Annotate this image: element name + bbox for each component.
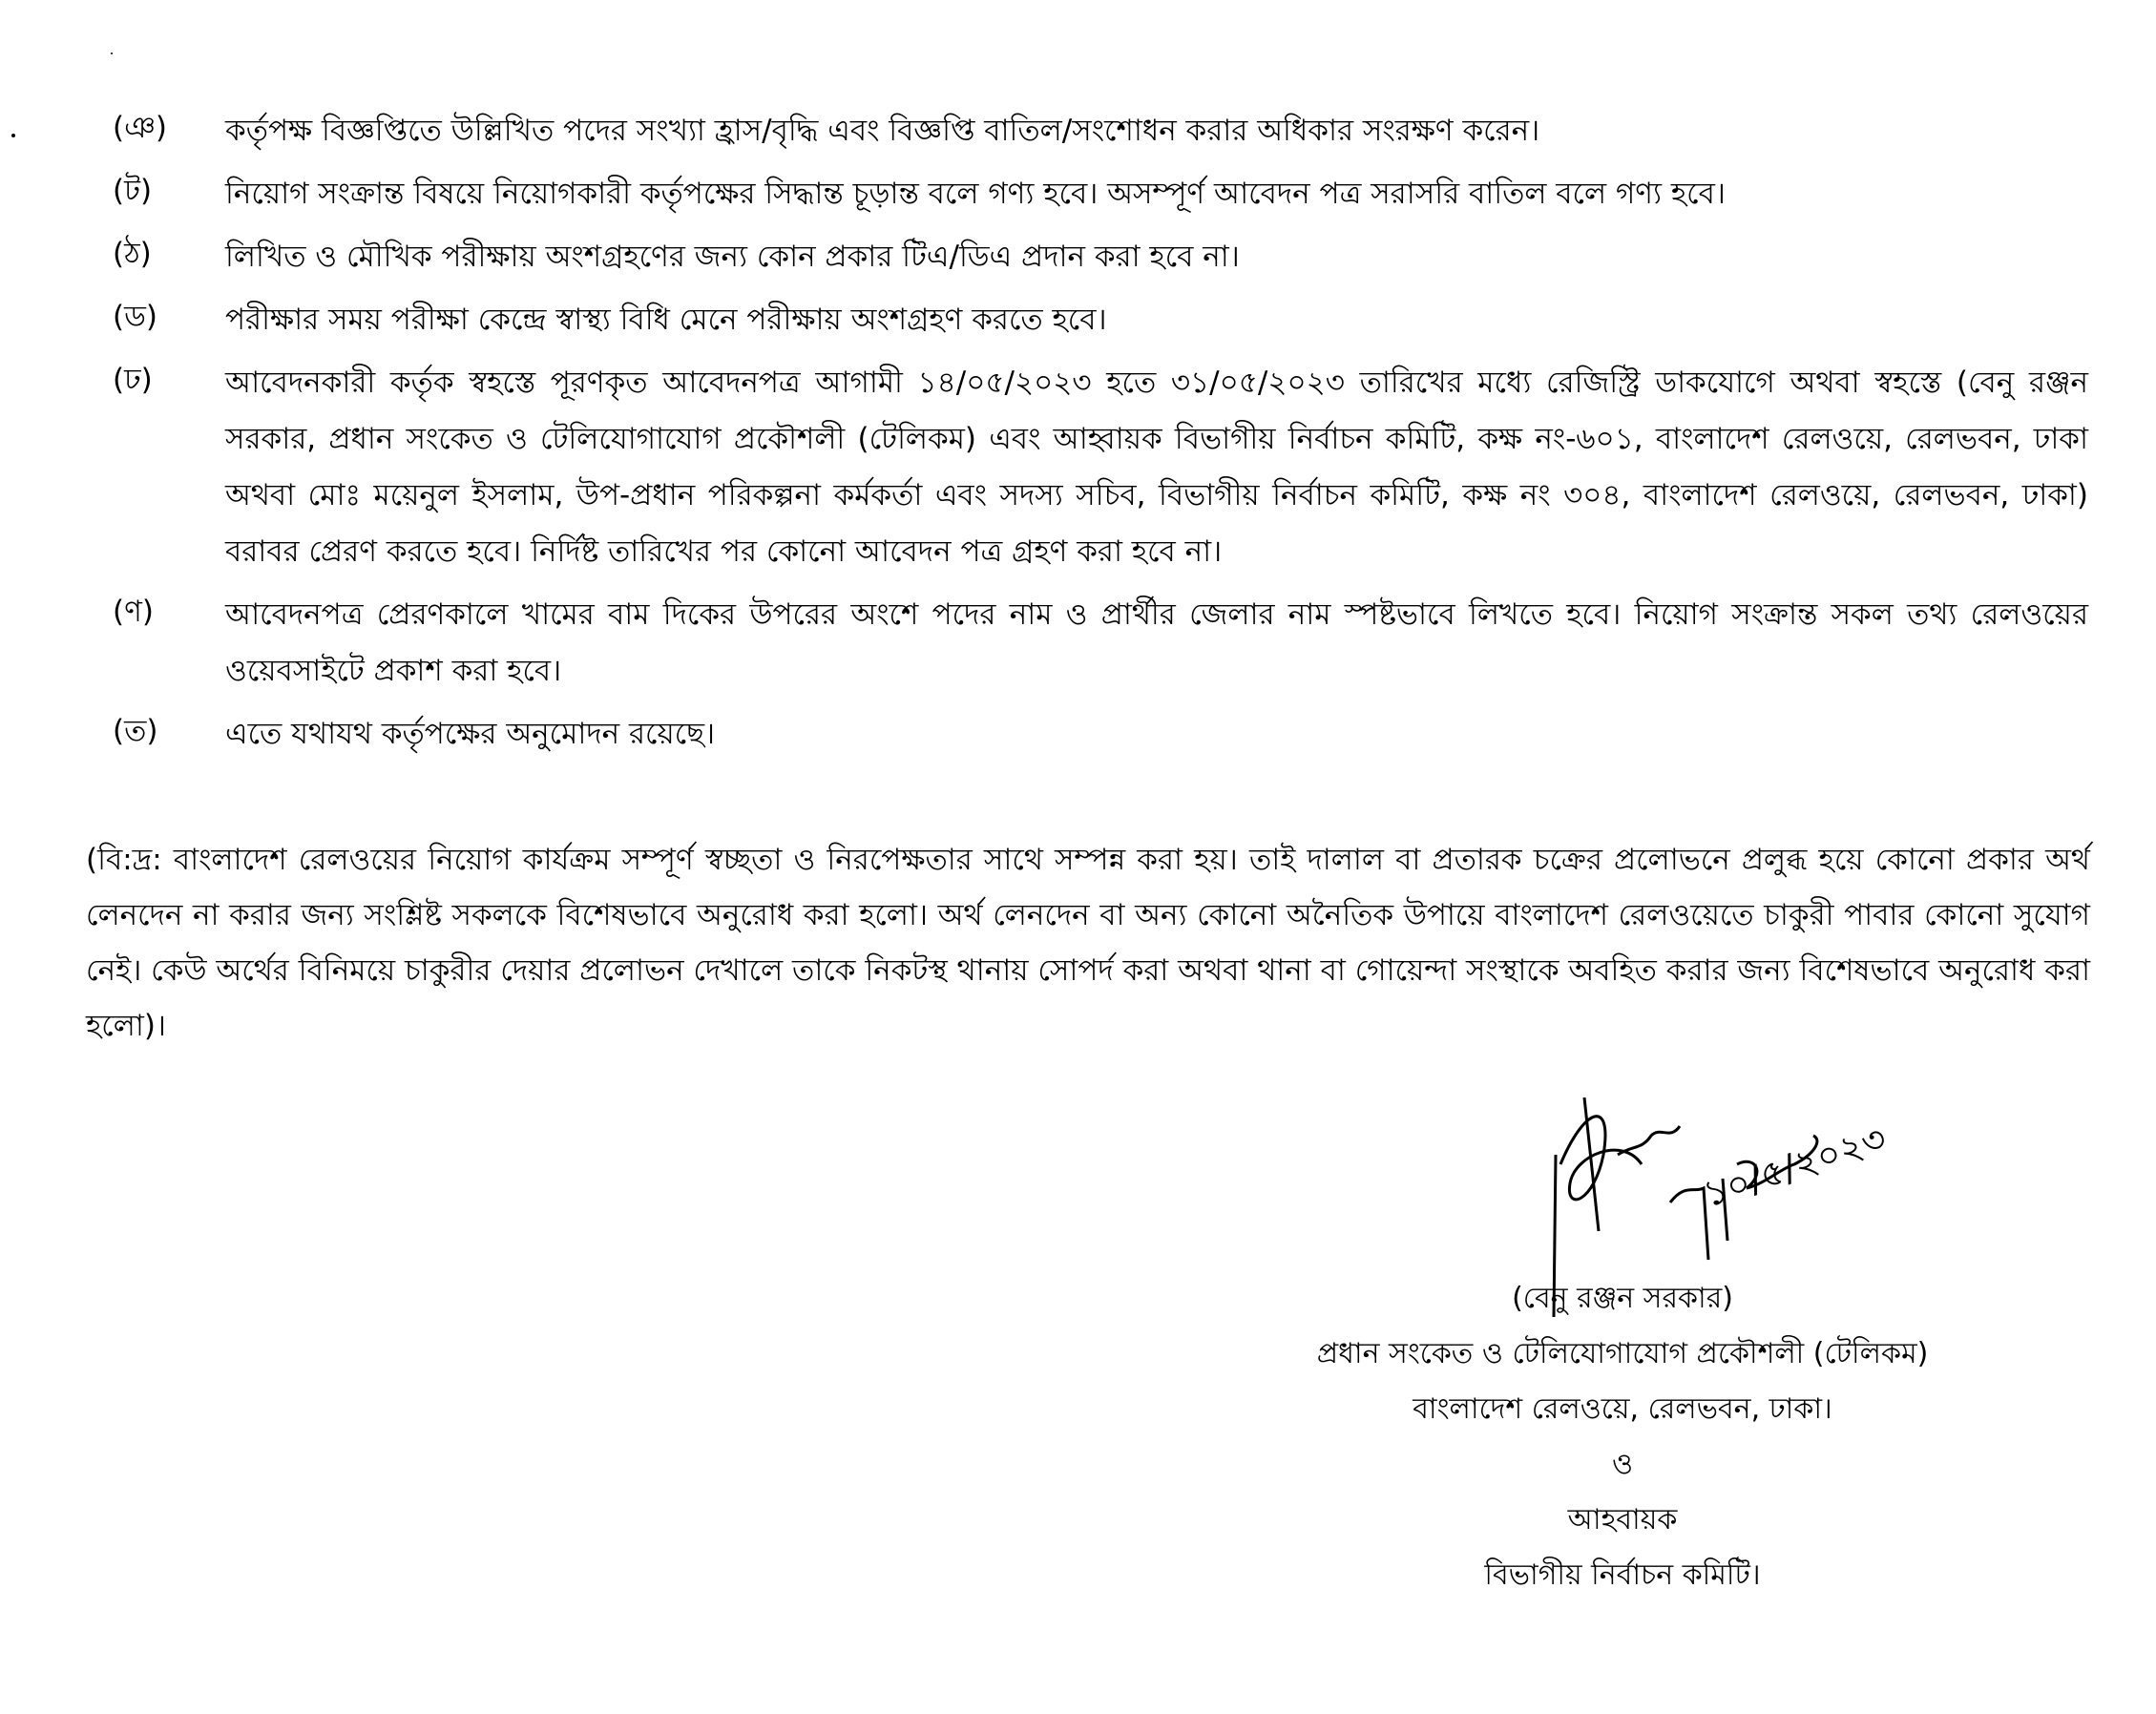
- signatory-name: (বেনু রঞ্জন সরকার): [1512, 1282, 1733, 1315]
- conjunction: ও: [1611, 1448, 1634, 1481]
- signatory-office: বাংলাদেশ রেলওয়ে, রেলভবন, ঢাকা।: [1413, 1392, 1832, 1426]
- clause-item: [113, 103, 2088, 159]
- clause-text: পরীক্ষার সময় পরীক্ষা কেন্দ্রে স্বাস্থ্য বিধি মেনে পরীক্ষায় অংশগ্রহণ করতে হবে।: [225, 303, 1107, 337]
- signatory-role: আহবায়ক: [1567, 1503, 1678, 1536]
- clause-item: [113, 229, 2088, 285]
- clause-label: (ঢ): [113, 363, 153, 397]
- clause-label: (ণ): [113, 595, 154, 629]
- committee-name: বিভাগীয় নির্বাচন কমিটি।: [1484, 1558, 1761, 1592]
- clause-label: (ত): [113, 714, 158, 748]
- scan-speck: [111, 52, 113, 54]
- clause-item: [113, 292, 2088, 348]
- signatory-designation: প্রধান সংকেত ও টেলিযোগাযোগ প্রকৌশলী (টেলিকম): [1316, 1337, 1929, 1370]
- clause-label: (ড): [113, 300, 158, 334]
- signature-date: ১০/৫/২০২৩: [1698, 1117, 1892, 1216]
- scan-speck: [11, 134, 15, 137]
- clause-text: এতে যথাযথ কর্তৃপক্ষের অনুমোদন রয়েছে।: [225, 717, 716, 751]
- clause-label: (ঠ): [113, 237, 152, 271]
- clause-item: [113, 706, 2088, 763]
- clause-text: লিখিত ও মৌখিক পরীক্ষায় অংশগ্রহণের জন্য কোন প্রকার টিএ/ডিএ প্রদান করা হবে না।: [225, 240, 1240, 274]
- clause-item: [113, 166, 2088, 222]
- clause-item: [113, 355, 2088, 580]
- note-paragraph: (বি:দ্র: বাংলাদেশ রেলওয়ের নিয়োগ কার্যক্রম সম্পূর্ণ স্বচ্ছতা ও নিরপেক্ষতার সাথে সম্পন্ন করা হয়। তাই দালাল বা প্রতারক চক্রের প্রলোভনে প্রলুব্ধ হয়ে কোনো প্রকার অর্থ লেনদেন না করার জন্য সংশ্লিষ্ট সকলকে বিশেষভাবে অনুরোধ করা হলো। অর্থ লেনদেন বা অন্য কোনো অনৈতিক উপায়ে বাংলাদেশ রেলওয়েতে চাকুরী পাবার কোনো সুযোগ নেই। কেউ অর্থের বিনিময়ে চাকুরীর দেয়ার প্রলোভন দেখালে তাকে নিকটস্থ থানায় সোপর্দ করা অথবা থানা বা গোয়েন্দা সংস্থাকে অবহিত করার জন্য বিশেষভাবে অনুরোধ করা হলো)।: [86, 843, 2090, 1043]
- clause-label: (ঞ): [113, 111, 167, 145]
- clause-text: নিয়োগ সংক্রান্ত বিষয়ে নিয়োগকারী কর্তৃপক্ষের সিদ্ধান্ত চূড়ান্ত বলে গণ্য হবে। অসম্পূর্ণ আবেদন পত্র সরাসরি বাতিল বলে গণ্য হবে।: [225, 177, 1726, 211]
- clause-list: [113, 103, 2088, 769]
- clause-text: কর্তৃপক্ষ বিজ্ঞপ্তিতে উল্লিখিত পদের সংখ্যা হ্রাস/বৃদ্ধি এবং বিজ্ঞপ্তি বাতিল/সংশোধন করার অধিকার সংরক্ষণ করেন।: [225, 114, 1540, 148]
- clause-item: [113, 587, 2088, 700]
- clause-label: (ট): [113, 174, 153, 208]
- clause-text: আবেদনকারী কর্তৃক স্বহস্তে পূরণকৃত আবেদনপত্র আগামী ১৪/০৫/২০২৩ হতে ৩১/০৫/২০২৩ তারিখের মধ্যে রেজিস্ট্রি ডাকযোগে অথবা স্বহস্তে (বেনু রঞ্জন সরকার, প্রধান সংকেত ও টেলিযোগাযোগ প্রকৌশলী (টেলিকম) এবং আহ্বায়ক বিভাগীয় নির্বাচন কমিটি, কক্ষ নং-৬০১, বাংলাদেশ রেলওয়ে, রেলভবন, ঢাকা অথবা মোঃ ময়েনুল ইসলাম, উপ-প্রধান পরিকল্পনা কর্মকর্তা এবং সদস্য সচিব, বিভাগীয় নির্বাচন কমিটি, কক্ষ নং ৩০৪, বাংলাদেশ রেলওয়ে, রেলভবন, ঢাকা) বরাবর প্রেরণ করতে হবে। নির্দিষ্ট তারিখের পর কোনো আবেদন পত্র গ্রহণ করা হবে না।: [225, 366, 2089, 569]
- signature-block: [1183, 1069, 2062, 1603]
- clause-text: আবেদনপত্র প্রেরণকালে খামের বাম দিকের উপরের অংশে পদের নাম ও প্রার্থীর জেলার নাম স্পষ্টভাবে লিখতে হবে। নিয়োগ সংক্রান্ত সকল তথ্য রেলওয়ের ওয়েবসাইটে প্রকাশ করা হবে।: [225, 597, 2088, 688]
